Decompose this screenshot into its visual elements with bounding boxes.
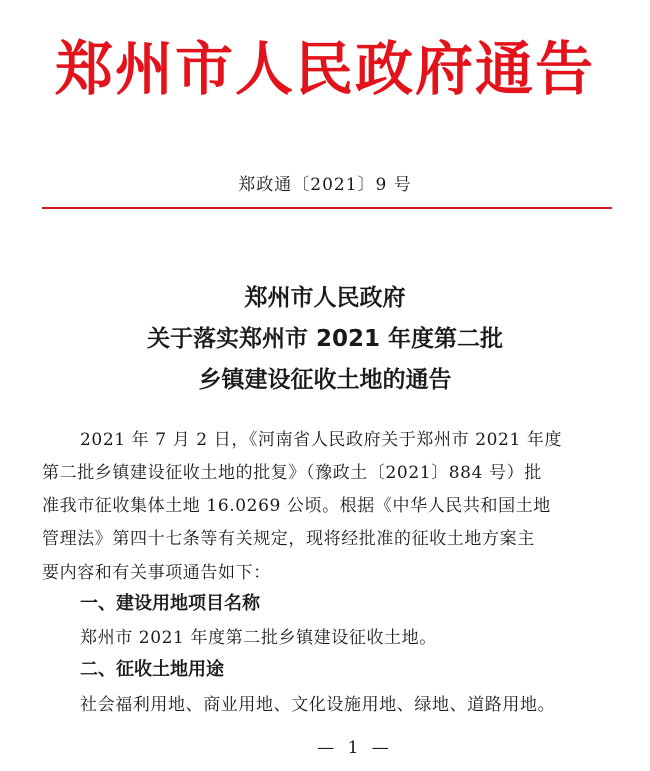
page-number: — 1 — [317, 738, 393, 758]
intro-line-4: 管理法》第四十七条等有关规定，现将经批准的征收土地方案主 [42, 529, 535, 549]
intro-line-5: 要内容和有关事项通告如下： [42, 563, 271, 583]
title-line-2: 关于落实郑州市 2021 年度第二批 [146, 326, 504, 352]
title-line-1: 郑州市人民政府 [244, 285, 406, 311]
title-line-3: 乡镇建设征收土地的通告 [198, 367, 452, 393]
red-divider-line [42, 207, 612, 209]
section-2-text: 社会福利用地、商业用地、文化设施用地、绿地、道路用地。 [80, 695, 556, 715]
document-number: 郑政通〔2021〕9 号 [238, 175, 412, 195]
intro-line-1: 2021 年 7 月 2 日，《河南省人民政府关于郑州市 2021 年度 [80, 430, 563, 450]
section-1-text: 郑州市 2021 年度第二批乡镇建设征收土地。 [80, 628, 437, 648]
masthead-title: 郑州市人民政府通告 [54, 35, 595, 103]
intro-line-3: 准我市征收集体土地 16.0269 公顷。根据《中华人民共和国土地 [42, 496, 551, 516]
intro-line-2: 第二批乡镇建设征收土地的批复》（豫政土〔2021〕884 号）批 [42, 463, 542, 483]
section-2-heading: 二、征收土地用途 [80, 659, 224, 680]
section-1-heading: 一、建设用地项目名称 [80, 593, 260, 614]
